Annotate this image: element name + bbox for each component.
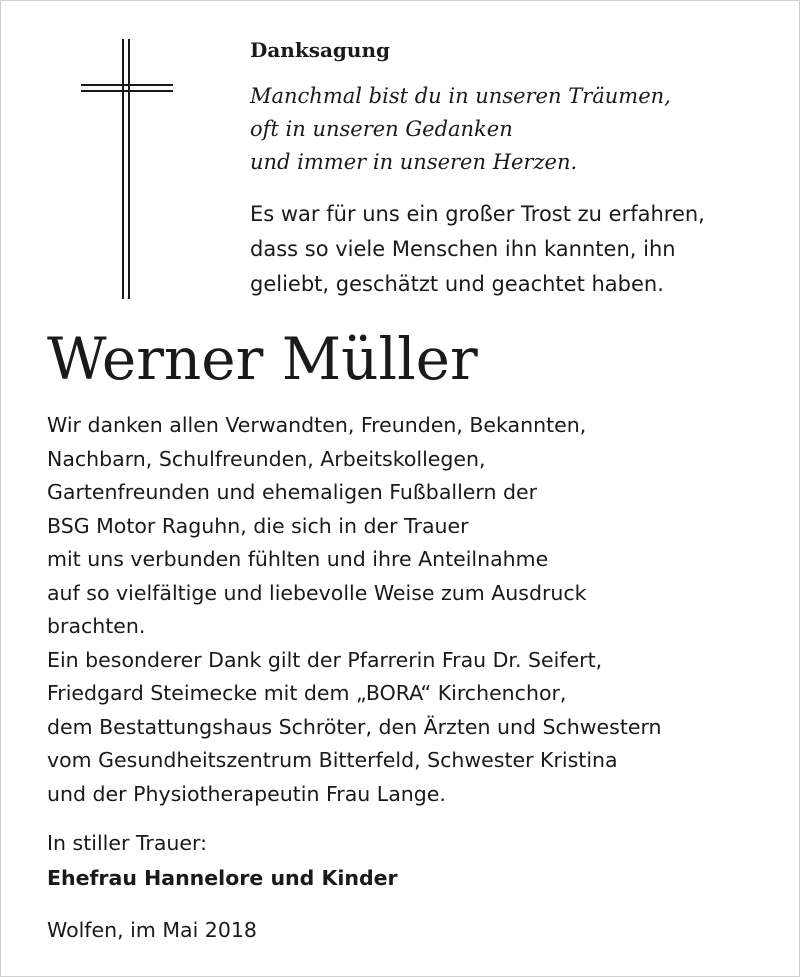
consolation-line: dass so viele Menschen ihn kannten, ihn bbox=[250, 237, 676, 261]
heading: Danksagung bbox=[250, 38, 390, 62]
place-date: Wolfen, im Mai 2018 bbox=[47, 918, 257, 942]
thanks-text bbox=[47, 409, 662, 811]
consolation-line: Es war für uns ein großer Trost zu erfahren, bbox=[250, 202, 705, 226]
thanks-line: Ein besonderer Dank gilt der Pfarrerin Frau Dr. Seifert, bbox=[47, 647, 603, 672]
thanks-line: Friedgard Steimecke mit dem „BORA“ Kirchenchor, bbox=[47, 681, 567, 705]
thanks-line: auf so vielfältige und liebevolle Weise zum Ausdruck bbox=[47, 580, 587, 605]
thanks-line: mit uns verbunden fühlten und ihre Anteilnahme bbox=[47, 547, 549, 571]
poem bbox=[250, 80, 671, 179]
consolation-line: geliebt, geschätzt und geachtet haben. bbox=[250, 272, 664, 296]
thanks-line: BSG Motor Raguhn, die sich in der Trauer bbox=[47, 513, 469, 538]
thanks-line: brachten. bbox=[47, 614, 146, 638]
thanks-line: Nachbarn, Schulfreunden, Arbeitskollegen, bbox=[47, 446, 486, 471]
thanks-line: Gartenfreunden und ehemaligen Fußballern der bbox=[47, 480, 538, 504]
poem-line: und immer in unseren Herzen. bbox=[250, 150, 578, 174]
thanks-line: Wir danken allen Verwandten, Freunden, Bekannten, bbox=[47, 413, 587, 437]
thanks-line: und der Physiotherapeutin Frau Lange. bbox=[47, 781, 446, 806]
poem-line: Manchmal bist du in unseren Träumen, bbox=[250, 84, 671, 108]
mourning-label: In stiller Trauer: bbox=[47, 831, 207, 855]
deceased-name: Werner Müller bbox=[47, 325, 478, 393]
thanks-line: dem Bestattungshaus Schröter, den Ärzten und Schwestern bbox=[47, 714, 662, 739]
poem-line: oft in unseren Gedanken bbox=[250, 117, 513, 141]
family-signature: Ehefrau Hannelore und Kinder bbox=[47, 866, 398, 890]
consolation-text bbox=[250, 197, 705, 302]
thanks-line: vom Gesundheitszentrum Bitterfeld, Schwester Kristina bbox=[47, 748, 618, 772]
